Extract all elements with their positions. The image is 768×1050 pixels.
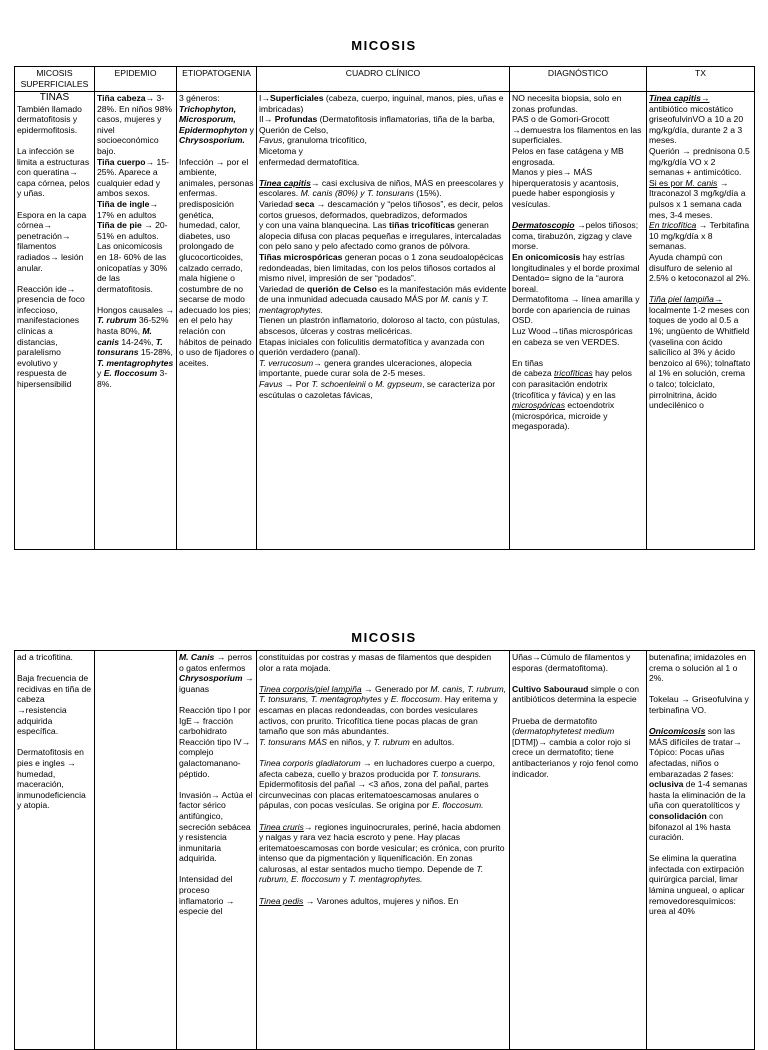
- header-epidemio: EPIDEMIO: [95, 67, 177, 92]
- paragraph: Dermatofitosis en pies e ingles → humedad, maceración, inmunodeficiencia y atopia.: [17, 747, 86, 811]
- paragraph: butenafina; imidazoles en crema o solución al 1 o 2%.: [649, 652, 747, 684]
- micosis-cell: [15, 651, 95, 1050]
- paragraph: Prueba de dermatofito (dermatophytetest medium [DTM])→ cambia a color rojo si crece un dermatofito; tiene antibacterianos y rojo fenol como indicador.: [512, 715, 639, 779]
- diagnostico-cell: [510, 651, 647, 1050]
- paragraph: Tinea corporis gladiatorum → en luchadores cuerpo a cuerpo, afecta cabeza, cuello y brazos producida por T. tonsurans.: [259, 757, 495, 779]
- paragraph: Tiña cuerpo→ 15-25%. Aparece a cualquier edad y ambos sexos.: [97, 156, 169, 199]
- cuadro-clinico-cell: [257, 92, 510, 550]
- paragraph: Tinea cruris→ regiones inguinocrurales, periné, hacia abdomen y nalgas y rara vez hacia escroto y pene. Hay placas eritematoescamosas con borde vesicular; es crónica, con prurito intenso que da pigmentación y liquenificación. En zonas calurosas, al estar sentados mucho tiempo. Depende de T. rubrum, E. floccosum y T. mentagrophytes.: [259, 821, 505, 885]
- paragraph: PAS o de Gomori-Grocott →demuestra los filamentos en las superficiales.: [512, 114, 642, 146]
- paragraph: Invasión→ Actúa el factor sérico antifúngico, secreción sebácea y resistencia inmunitaria adquirida.: [179, 789, 253, 864]
- paragraph: Se elimina la queratina infectada con extirpación quirúrgica parcial, limar lámina ungueal, o aplicar removedoresquímicos: urea al 40%: [649, 853, 745, 917]
- paragraph: 3 géneros:: [179, 93, 220, 103]
- paragraph: Tiña de ingle→ 17% en adultos: [97, 198, 158, 220]
- paragraph: Tinea capitis→ casi exclusiva de niños, MÁS en preescolares y escolares. M. canis (80%) y T. tonsurans (15%).: [259, 177, 504, 199]
- paragraph: Dermatofitoma → línea amarilla y borde con apariencia de ruinas OSD.: [512, 294, 640, 326]
- paragraph: enfermedad dermatofítica.: [259, 156, 360, 167]
- etiopatogenia-cell: [177, 651, 257, 1050]
- epidemio-cell: [95, 92, 177, 550]
- paragraph: localmente 1-2 meses con toques de yodo al 0.5 a 1%; ungüento de Whitfield (vaselina con ácido salicílico al 3% y ácido benzoico al 6%); tolnaftato al 1% en solución, crema o talco; tolciclato, pirrolnitrina, ácido undecilénico o: [649, 304, 751, 411]
- paragraph: Luz Wood→tiñas microspóricas en cabeza se ven VERDES.: [512, 326, 633, 347]
- header-row: [15, 67, 755, 92]
- tx-cell: [647, 651, 755, 1050]
- paragraph: Ayuda champú con disulfuro de selenio al 2.5% o ketoconazol al 2%.: [649, 251, 751, 284]
- paragraph: I→Superficiales (cabeza, cuerpo, inguinal, manos, pies, uñas e imbricadas): [259, 93, 504, 114]
- header-diagnostico: DIAGNÓSTICO: [510, 67, 647, 92]
- paragraph: En onicomicosis hay estrías longitudinales y el borde proximal: [512, 251, 640, 273]
- paragraph: T. verrucosum→ genera grandes ulceraciones, alopecia importante, puede curar sola de 2-5 meses.: [259, 357, 472, 379]
- paragraph: Tinea corporis/piel lampiña → Generado por M. canis, T. rubrum, T. tonsurans, T. mentagrophytes y E. floccosum. Hay eritema y escamas en placas redondeadas, con bordes vesiculares activos, con prurito. Tricofítica tiene pocas placas de gran tamaño que son más abundantes.: [259, 683, 507, 737]
- table-row: [15, 651, 755, 1050]
- paragraph: Querión → prednisona 0.5 mg/kg/día VO x 2 semanas + antimicótico.: [649, 145, 750, 178]
- paragraph: Variedad seca → descamación y “pelos tiñosos”, es decir, pelos cortos gruesos, deformados, quebradizos, deformados: [259, 198, 503, 220]
- page-title: MICOSIS: [351, 38, 417, 53]
- paragraph: Tokelau → Griseofulvina y terbinafina VO.: [649, 694, 749, 715]
- paragraph: M. Canis → perros o gatos enfermos: [179, 652, 253, 673]
- paragraph: Dermatoscopio →pelos tiñosos; coma, tirabuzón, zigzag y clave morse.: [512, 220, 639, 252]
- paragraph: ad a tricofitina.: [17, 652, 73, 662]
- paragraph: Tiña piel lampiña→: [649, 294, 723, 305]
- paragraph: antibiótico micostático griseofulvinVO a 10 a 20 mg/kg/día, durante 2 a 3 meses.: [649, 103, 744, 146]
- paragraph: Hongos causales → T. rubrum 36-52% hasta 80%, M. canis 14-24%, T. tonsurans 15-28%, T. mentagrophytes y E. floccosum 3-8%.: [97, 304, 174, 390]
- paragraph: Favus → Por T. schoenleinii o M. gypseum, se caracteriza por escútulas o cazoletas fávicas,: [259, 379, 496, 400]
- paragraph: y con una vaina blanquecina. Las tiñas tricofíticas generan alopecia difusa con placas pequeñas e irregulares, intercaladas con pelo sano y pelo afectado como granos de pólvora.: [259, 220, 502, 252]
- header-etiopatogenia: ETIOPATOGENIA: [177, 67, 257, 92]
- tx-cell: [647, 92, 755, 550]
- micosis-table-page-1: [14, 66, 755, 550]
- paragraph: Tiña de pie → 20-51% en adultos. Las onicomicosis en 18- 60% de las onicopatías y 30% de las dermatofitosis.: [97, 220, 168, 294]
- etiopatogenia-cell: [177, 92, 257, 550]
- paragraph: Reacción tipo I por IgE→ fracción carbohidrato Reacción tipo IV→ complejo galactomanano-péptido.: [179, 704, 251, 779]
- paragraph: T. tonsurans MÁS en niños, y T. rubrum en adultos.: [259, 736, 455, 747]
- paragraph: Tiña cabeza→ 3-28%. En niños 98% casos, mujeres y nivel socioeconómico bajo.: [97, 93, 173, 156]
- paragraph: Infección → por el ambiente, animales, personas enfermas. predisposición genética, humedad, calor, diabetes, uso prolongado de glucocorticoides, calzado cerrado, mala higiene o costumbre de no secarse de modo adecuado los pies; en el pelo hay relación con hábitos de peinado o uso de fijadores o aceites.: [179, 156, 255, 368]
- paragraph: Espora en la capa córnea→ penetración→ filamentos radiados→ lesión anular.: [17, 209, 87, 273]
- paragraph: Baja frecuencia de recidivas en tiña de cabeza →resistencia adquirida específica.: [17, 673, 92, 737]
- paragraph: NO necesita biopsia, solo en zonas profundas.: [512, 93, 622, 114]
- tinas-heading: TINAS: [39, 92, 70, 103]
- paragraph: II→ Profundas (Dermatofitosis inflamatorias, tiña de la barba, Querión de Celso,: [259, 114, 495, 135]
- paragraph: Tinea capitis→: [649, 93, 710, 103]
- micosis-cell: [15, 92, 95, 550]
- paragraph: En tricofítica → Terbitafina 10 mg/kg/día x 8 semanas.: [649, 220, 750, 252]
- paragraph: Tinea pedis → Varones adultos, mujeres y niños. En: [259, 895, 459, 906]
- header-micosis-superficiales: MICOSIS SUPERFICIALES: [15, 67, 95, 92]
- paragraph: Epidermofitosis del pañal → <3 años, zona del pañal, partes circunvecinas con placas eritematoescamosas anulares o pápulas, con pocas vesículas. Se origina por E. floccosum.: [259, 779, 489, 811]
- paragraph: Si es por M. canis → Itraconazol 3 mg/kg/día a pulsos x 1 semana cada mes, 3-4 meses.: [649, 177, 746, 220]
- paragraph: Etapas iniciales con foliculitis dermatofítica y avanzada con querión verdadero (panal).: [259, 336, 485, 358]
- paragraph: Tienen un plastrón inflamatorio, doloroso al tacto, con pústulas, abscesos, úlceras y costras melicéricas.: [259, 315, 500, 337]
- paragraph: En tiñas: [512, 357, 544, 368]
- paragraph: Chrysosporium → iguanas: [179, 673, 254, 694]
- paragraph: Cultivo Sabouraud simple o con antibióticos determina la especie: [512, 683, 640, 705]
- paragraph: de cabeza tricofíticas hay pelos con parasitación endotrix (tricofítica y fávica) y en las microspóricas ectoendotrix (microspórica, microide y megasporada).: [512, 368, 632, 432]
- paragraph: Tiñas microspóricas generan pocas o 1 zona seudoalopécicas redondeadas, bien limitadas, con los pelos tiñosos cortados al mismo nivel, impresión de ser “podados”.: [259, 251, 504, 284]
- paragraph: Dentado= signo de la “aurora boreal.: [512, 273, 624, 294]
- cuadro-clinico-cell: [257, 651, 510, 1050]
- header-cuadro-clinico: CUADRO CLÍNICO: [257, 67, 510, 92]
- paragraph: Variedad de querión de Celso es la manifestación más evidente de una inmunidad adecuada causado MÁS por M. canis y T. mentagrophytes.: [259, 283, 507, 315]
- paragraph: Manos y pies→ MÁS hiperqueratosis y acantosis, puede haber espongiosis y vesículas.: [512, 167, 619, 209]
- paragraph: Trichophyton, Microsporum, Epidermophyton y Chrysosporium.: [179, 103, 254, 146]
- table-row: [15, 92, 755, 550]
- micosis-table-page-2: [14, 650, 755, 1050]
- header-tx: TX: [647, 67, 755, 92]
- paragraph: Pelos en fase catágena y MB engrosada.: [512, 145, 624, 167]
- paragraph: Uñas→Cúmulo de filamentos y esporas (dermatofitoma).: [512, 652, 631, 673]
- paragraph: Intensidad del proceso inflamatorio → especie del: [179, 874, 235, 917]
- page-title: MICOSIS: [351, 630, 417, 645]
- diagnostico-cell: [510, 92, 647, 550]
- paragraph: Reacción ide→ presencia de foco infeccioso, manifestaciones clínicas a distancias, paralelismo evolutivo y respuesta de hipersensibilid: [17, 283, 85, 390]
- paragraph: También llamado dermatofitosis y epidermofitosis.: [17, 103, 82, 135]
- paragraph: constituidas por costras y masas de filamentos que despiden olor a rata mojada.: [259, 652, 492, 673]
- paragraph: Onicomicosis son las MÁS difíciles de tratar→ Tópico: Pocas uñas afectadas, niños o embarazadas 2 fases: oclusiva de 1-4 semanas hasta la eliminación de la uña con queratolíticos y consolidación con bifonazol al 1% hasta curación.: [649, 726, 748, 843]
- epidemio-cell: [95, 651, 177, 1050]
- paragraph: Favus, granuloma tricofítico,: [259, 135, 367, 146]
- paragraph: La infección se limita a estructuras con queratina→ capa córnea, pelos y uñas.: [17, 145, 90, 199]
- paragraph: Micetoma y: [259, 145, 303, 156]
